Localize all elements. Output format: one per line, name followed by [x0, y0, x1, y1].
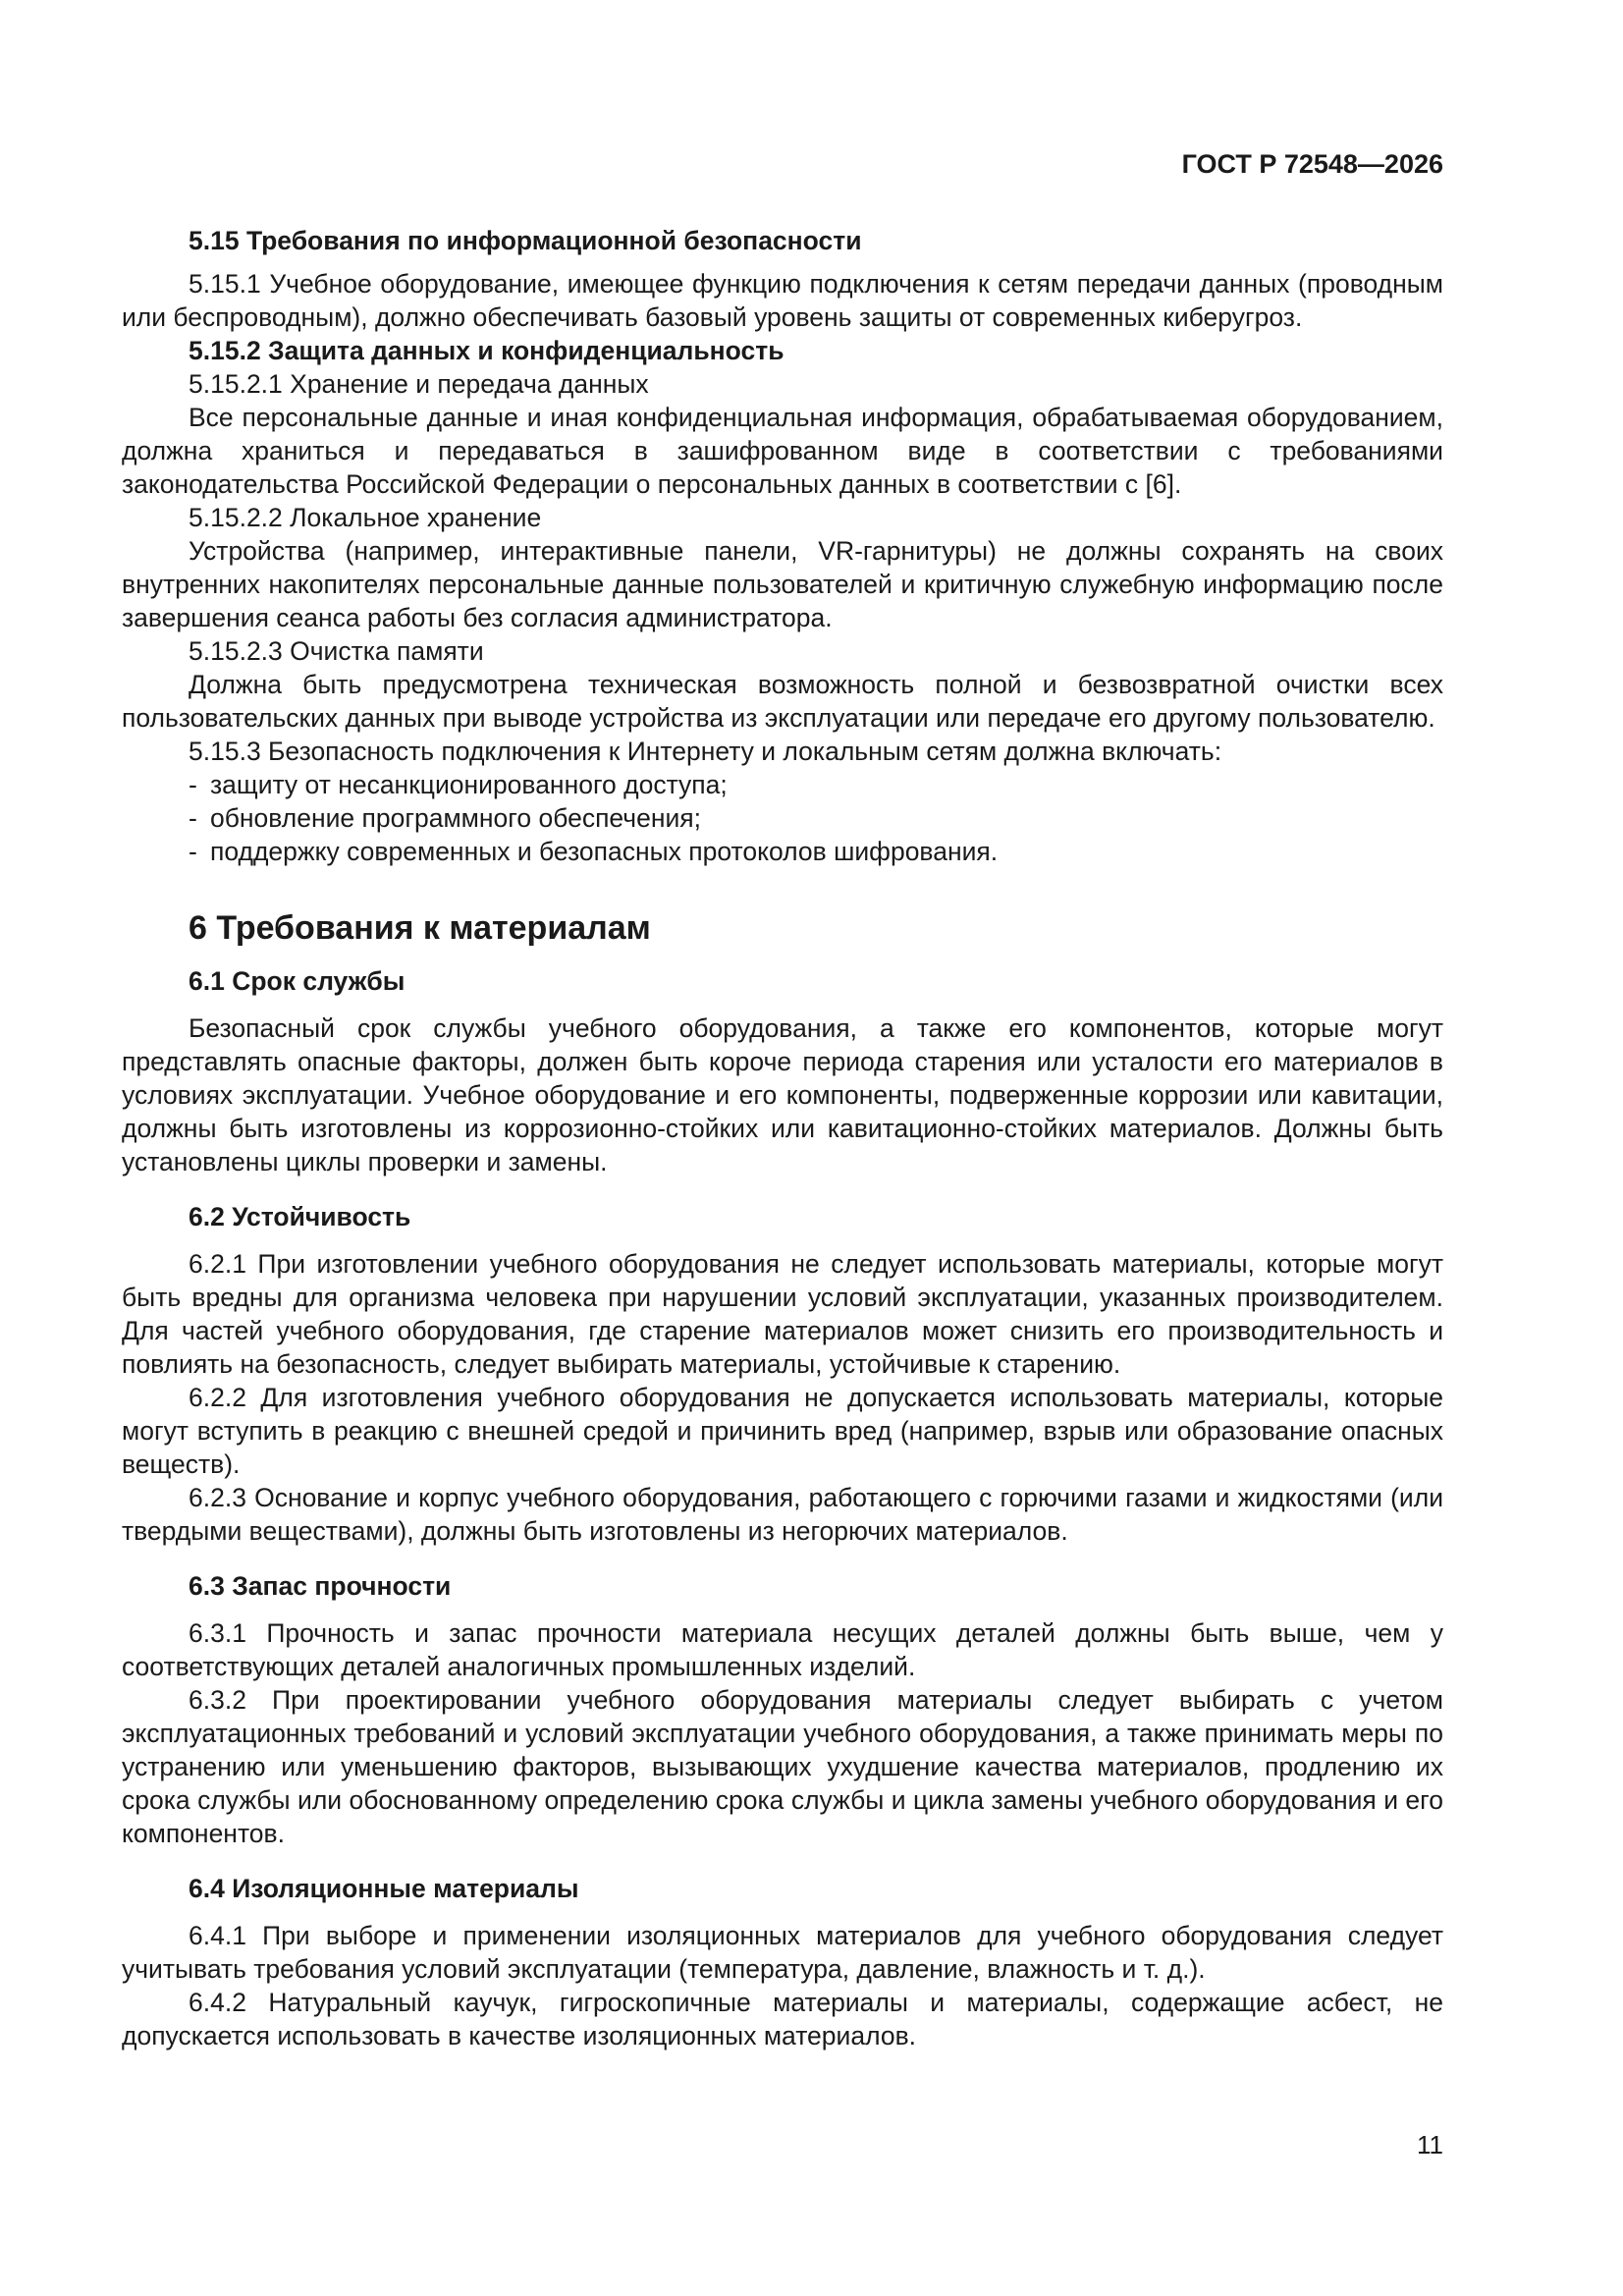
- list-item-text: поддержку современных и безопасных протоколов шифрования.: [210, 837, 999, 866]
- section-6-3-heading: 6.3 Запас прочности: [189, 1571, 452, 1601]
- paragraph-5-15-2-3: Должна быть предусмотрена техническая возможность полной и безвозвратной очистки всех пользовательских данных при выводе устройства из эксплуатации или передаче его другому пользователю.: [122, 670, 1443, 733]
- paragraph-6-2-2: 6.2.2 Для изготовления учебного оборудования не допускается использовать материалы, которые могут вступить в реакцию с внешней средой и причинить вред (например, взрыв или образование опасных веществ).: [122, 1383, 1443, 1479]
- paragraph-6-3-1: 6.3.1 Прочность и запас прочности материала несущих деталей должны быть выше, чем у соответствующих деталей аналогичных промышленных изделий.: [122, 1618, 1443, 1681]
- list-dash: -: [189, 837, 197, 866]
- list-dash: -: [189, 803, 197, 833]
- paragraph-6-2-3: 6.2.3 Основание и корпус учебного оборудования, работающего с горючими газами и жидкостями (или твердыми веществами), должны быть изготовлены из негорючих материалов.: [122, 1483, 1443, 1546]
- subsection-5-15-2-3-title: 5.15.2.3 Очистка памяти: [189, 636, 484, 666]
- list-item-text: обновление программного обеспечения;: [210, 803, 701, 833]
- paragraph-6-4-2: 6.4.2 Натуральный каучук, гигроскопичные материалы и материалы, содержащие асбест, не допускается использовать в качестве изоляционных материалов.: [122, 1988, 1443, 2050]
- section-6-heading: 6 Требования к материалам: [189, 909, 651, 947]
- paragraph-5-15-3: 5.15.3 Безопасность подключения к Интернету и локальным сетям должна включать:: [189, 737, 1222, 766]
- section-6-2-heading: 6.2 Устойчивость: [189, 1202, 411, 1231]
- paragraph-5-15-2-2: Устройства (например, интерактивные панели, VR-гарнитуры) не должны сохранять на своих внутренних накопителях персональные данные пользователей и критичную служебную информацию после завершения сеанса работы без согласия администратора.: [122, 536, 1443, 632]
- page-content: [122, 224, 1443, 2052]
- list-item: [122, 768, 1443, 801]
- paragraph-6-1: Безопасный срок службы учебного оборудования, а также его компонентов, которые могут представлять опасные факторы, должен быть короче периода старения или усталости его материалов в условиях эксплуатации. Учебное оборудование и его компоненты, подверженные коррозии или кавитации, должны быть изготовлены из коррозионно-стойких или кавитационно-стойких материалов. Должны быть установлены циклы проверки и замены.: [122, 1013, 1443, 1176]
- page-number: 11: [1417, 2130, 1443, 2159]
- subsection-5-15-2-2-title: 5.15.2.2 Локальное хранение: [189, 503, 542, 532]
- section-6-1-heading: 6.1 Срок службы: [189, 966, 406, 996]
- paragraph-5-15-2-1: Все персональные данные и иная конфиденциальная информация, обрабатываемая оборудованием, должна храниться и передаваться в зашифрованном виде в соответствии с требованиями законодательства Российской Федерации о персональных данных в соответствии с [6].: [122, 403, 1443, 499]
- section-5-15-heading: 5.15 Требования по информационной безопасности: [189, 226, 862, 255]
- standard-code: ГОСТ Р 72548—2026: [1181, 149, 1443, 179]
- section-6-4-heading: 6.4 Изоляционные материалы: [189, 1874, 579, 1903]
- paragraph-5-15-1: 5.15.1 Учебное оборудование, имеющее функцию подключения к сетям передачи данных (проводным или беспроводным), должно обеспечивать базовый уровень защиты от современных киберугроз.: [122, 269, 1443, 332]
- list-item: [122, 835, 1443, 868]
- paragraph-6-2-1: 6.2.1 При изготовлении учебного оборудования не следует использовать материалы, которые могут быть вредны для организма человека при нарушении условий эксплуатации, указанных производителем. Для частей учебного оборудования, где старение материалов может снизить его производительность и повлиять на безопасность, следует выбирать материалы, устойчивые к старению.: [122, 1249, 1443, 1379]
- list-item-text: защиту от несанкционированного доступа;: [210, 770, 728, 799]
- subsection-5-15-2-1-title: 5.15.2.1 Хранение и передача данных: [189, 369, 649, 399]
- list-dash: -: [189, 770, 197, 799]
- list-item: [122, 801, 1443, 835]
- paragraph-6-4-1: 6.4.1 При выборе и применении изоляционных материалов для учебного оборудования следует учитывать требования условий эксплуатации (температура, давление, влажность и т. д.).: [122, 1921, 1443, 1984]
- paragraph-6-3-2: 6.3.2 При проектировании учебного оборудования материалы следует выбирать с учетом эксплуатационных требований и условий эксплуатации учебного оборудования, а также принимать меры по устранению или уменьшению факторов, вызывающих ухудшение качества материалов, продлению их срока службы или обоснованному определению срока службы и цикла замены учебного оборудования и его компонентов.: [122, 1685, 1443, 1848]
- subsection-5-15-2-heading: 5.15.2 Защита данных и конфиденциальность: [189, 336, 784, 365]
